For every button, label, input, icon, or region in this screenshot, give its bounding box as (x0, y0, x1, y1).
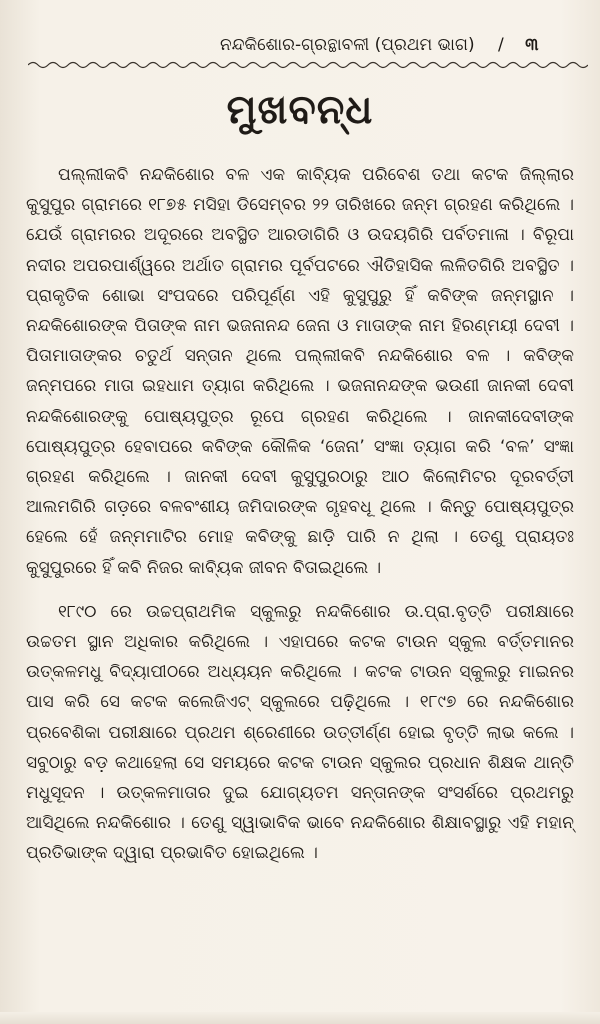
wavy-rule-divider (28, 60, 588, 70)
paragraph-1: ପଲ୍ଲୀକବି ନନ୍ଦକିଶୋର ବଳ ଏକ କାବ୍ୟିକ ପରିବେଶ ତଥା କଟକ ଜିଲ୍ଲାର କୁସୁପୁର ଗ୍ରାମରେ ୧୮୭୫ ମସିହା ଡିସେମ୍ବର ୨୨ ତାରିଖରେ ଜନ୍ମ ଗ୍ରହଣ କରିଥିଲେ । ଯେଉଁ ଗ୍ରାମରର ଅଦୂରରେ ଅବସ୍ଥିତ ଆରଡାଗିରି ଓ ଉଦୟଗିରି ପର୍ବତମାଳା । ବିରୂପା ନଦୀର ଅପରପାର୍ଶ୍ୱରେ ଅର୍ଥାତ ଗ୍ରାମର ପୂର୍ବପଟରେ ଐତିହାସିକ ଲଳିତଗିରି ଅବସ୍ଥିତ । ପ୍ରାକୃତିକ ଶୋଭା ସଂପଦରେ ପରିପୂର୍ଣ୍ଣ ଏହି କୁସୁପୁରୁ ହିଁ କବିଙ୍କ ଜନ୍ମସ୍ଥାନ । ନନ୍ଦକିଶୋରଙ୍କ ପିତାଙ୍କ ନାମ ଭଜନାନନ୍ଦ ଜେନା ଓ ମାତାଙ୍କ ନାମ ହିରଣ୍ମୟୀ ଦେବୀ । ପିତାମାତାଙ୍କର ଚତୁର୍ଥ ସନ୍ତାନ ଥିଲେ ପଲ୍ଲୀକବି ନନ୍ଦକିଶୋର ବଳ । କବିଙ୍କ ଜନ୍ମପରେ ମାତା ଇହଧାମ ତ୍ୟାଗ କରିଥିଲେ । ଭଜନାନନ୍ଦଙ୍କ ଭଉଣୀ ଜାନକୀ ଦେବୀ ନନ୍ଦକିଶୋରଙ୍କୁ ପୋଷ୍ୟପୁତ୍ର ରୂପେ ଗ୍ରହଣ କରିଥିଲେ । ଜାନକୀଦେବୀଙ୍କ ପୋଷ୍ୟପୁତ୍ର ହେବାପରେ କବିଙ୍କ କୌଳିକ ‘ଜେନା’ ସଂଜ୍ଞା ତ୍ୟାଗ କରି ‘ବଳ’ ସଂଜ୍ଞା ଗ୍ରହଣ କରିଥିଲେ । ଜାନକୀ ଦେବୀ କୁସୁପୁରଠାରୁ ଆଠ କିଲୋମିଟର ଦୂରବର୍ତ୍ତୀ ଆଲମଗିରି ଗଡ଼ରେ ବଳବଂଶୀୟ ଜମିଦାରଙ୍କ ଗୃହବଧୂ ଥିଲେ । କିନ୍ତୁ ପୋଷ୍ୟପୁତ୍ର ହେଲେ ହେଁ ଜନ୍ମମାଟିର ମୋହ କବିଙ୍କୁ ଛାଡ଼ି ପାରି ନ ଥିଲା । ତେଣୁ ପ୍ରାୟତଃ କୁସୁପୁରରେ ହିଁ କବି ନିଜର କାବ୍ୟିକ ଜୀବନ ବିତାଇଥିଲେ । (26, 165, 574, 578)
page-number: ୩ (525, 35, 539, 55)
body-text (26, 160, 574, 869)
page-heading: ମୁଖବନ୍ଧ (226, 87, 374, 133)
running-header (220, 30, 580, 60)
page-bottom-edge (0, 1012, 600, 1024)
paragraph-2: ୧୮୯୦ ରେ ଉଚ୍ଚପ୍ରାଥମିକ ସ୍କୁଲରୁ ନନ୍ଦକିଶୋର ଉ.ପ୍ରା.ବୃତ୍ତି ପରୀକ୍ଷାରେ ଉଚ୍ଚତମ ସ୍ଥାନ ଅଧିକାର କରିଥିଲେ । ଏହାପରେ କଟକ ଟାଉନ ସ୍କୁଲ ବର୍ତ୍ତମାନର ଉତ୍କଳମଧୁ ବିଦ୍ୟାପୀଠରେ ଅଧ୍ୟୟନ କରିଥିଲେ । କଟକ ଟାଉନ ସ୍କୁଲରୁ ମାଇନର ପାସ କରି ସେ କଟକ କଲେଜିଏଟ୍ ସ୍କୁଲରେ ପଢ଼ିଥିଲେ । ୧୮୯୭ ରେ ନନ୍ଦକିଶୋର ପ୍ରବେଶିକା ପରୀକ୍ଷାରେ ପ୍ରଥମ ଶ୍ରେଣୀରେ ଉତ୍ତୀର୍ଣ୍ଣ ହୋଇ ବୃତ୍ତି ଲାଭ କଲେ । ସବୁଠାରୁ ବଡ଼ କଥାହେଲା ସେ ସମୟରେ କଟକ ଟାଉନ ସ୍କୁଲର ପ୍ରଧାନ ଶିକ୍ଷକ ଥାନ୍ତି ମଧୁସୂଦନ । ଉତ୍କଳମାତାର ଦୁଇ ଯୋଗ୍ୟତମ ସନ୍ତାନଙ୍କ ସଂସର୍ଶରେ ପ୍ରଥମରୁ ଆସିଥିଲେ ନନ୍ଦକିଶୋର । ତେଣୁ ସ୍ୱାଭାବିକ ଭାବେ ନନ୍ଦକିଶୋର ଶିକ୍ଷାବସ୍ଥାରୁ ଏହି ମହାନ୍ ପ୍ରତିଭାଙ୍କ ଦ୍ୱାରା ପ୍ରଭାବିତ ହୋଇଥିଲେ । (26, 601, 574, 864)
header-separator: / (498, 35, 504, 55)
book-title: ନନ୍ଦକିଶୋର-ଗ୍ରନ୍ଥାବଳୀ (ପ୍ରଥମ ଭାଗ) (220, 35, 475, 55)
